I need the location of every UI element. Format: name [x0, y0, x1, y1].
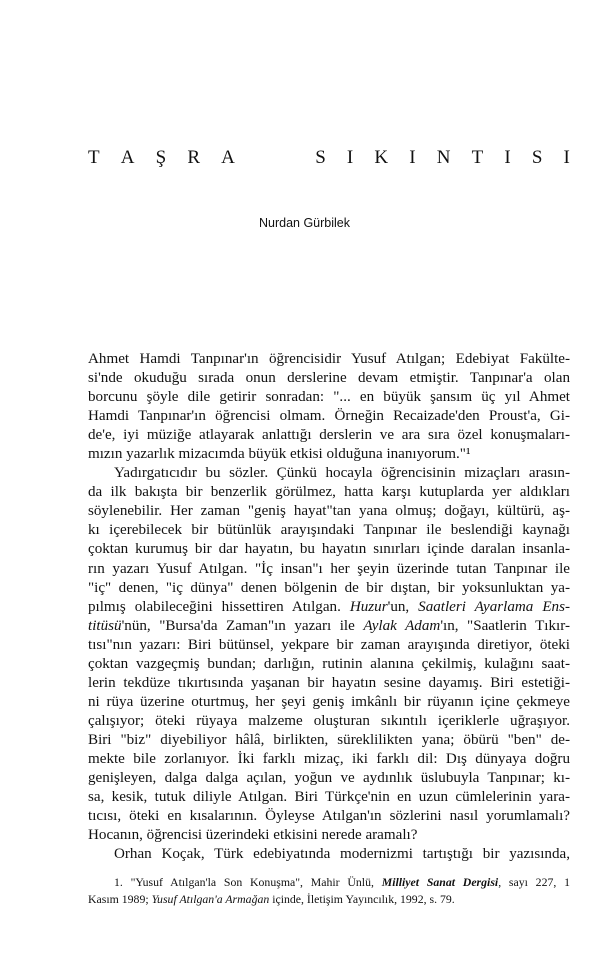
text-line: Hamdi Tanpınar'ın öğrencisi olmam. Örneğin Recaizade'den Proust'a, Gi-	[88, 408, 570, 425]
title-word-gap	[256, 147, 294, 169]
text-line	[88, 598, 570, 617]
text-line: rın yazarı Yusuf Atılgan. "İç insan"ı her şeyin üzerinde tutan Tanpınar ile	[88, 560, 570, 577]
text-run: içinde, İletişim Yayıncılık, 1992, s. 79.	[269, 892, 455, 906]
book-title-huzur: Huzur	[349, 598, 388, 615]
title-letter: I	[346, 147, 354, 168]
text-line: borcunu şöyle dile getirir sonradan: "... en büyük şansım üç yıl Ahmet	[88, 389, 570, 406]
title-letter: A	[120, 147, 135, 168]
text-run: , sayı 227, 1	[498, 875, 571, 889]
title-letter: K	[374, 147, 389, 168]
title-letter: I	[504, 147, 511, 168]
title-letter: S	[315, 147, 326, 168]
title-letter: I	[563, 147, 570, 168]
text-line: si'nde okuduğu sırada onun derslerine devam etmiştir. Tanpınar'a olan	[88, 370, 570, 387]
text-line: çalışıyor; öteki rüyaya malzeme oluşturan sıkıntılı içeriklerle uğraşıyor.	[88, 712, 570, 729]
text-run: pılmış olabileceğini hissettiren Atılgan.	[88, 598, 350, 615]
title-letter: T	[88, 147, 100, 168]
book-title-saatleri-cont: titüsü	[88, 617, 122, 634]
text-run: Kasım 1989;	[88, 892, 152, 906]
text-line: tıcısı, öteki en kısalarının. Öyleyse Atılgan'ın sözlerini nasıl yorumlamalı?	[88, 808, 570, 825]
title-letter: T	[471, 147, 484, 168]
text-line: çoktan kurumuş bir dar hayatın, bu hayatın sınırları içinde daralan insanla-	[88, 541, 570, 558]
text-line: Hocanın, öğrencisi üzerindeki etkisini nerede aramalı?	[88, 827, 418, 844]
text-line: çoktan vazgeçmiş bundan; darlığın, rutinin alanına çekilmiş, kulağını saat-	[88, 655, 570, 672]
text-line: tısı"nın yazarı: Biri bütünsel, yekpare bir zaman arayışında diretiyor, öteki	[88, 636, 570, 653]
text-line: sa, kesik, tutuk diliyle Atılgan. Biri Türkçe'nin en uzun cümlelerinin yara-	[88, 789, 570, 806]
text-line: "iç" denen, "iç dünya" denen bölgenin de bir dıştan, bir yoksunluktan ya-	[88, 579, 570, 596]
text-line: kı içerebilecek bir bütünlük arayışındaki Tanpınar ile beslendiği kaynağı	[88, 522, 570, 539]
text-line: ni rüya üzerine oturtmuş, her şeyi geniş imkânlı bir rüyanın içine çekmeye	[88, 693, 570, 710]
text-line: lerin tekdüze tıkırtısında yaşanan bir hayatın sesine dayamış. Biri estetiği-	[88, 674, 570, 691]
text-line: Biri "biz" diyebiliyor hâlâ, birlikten, süreklilikten yana; öbürü "ben" de-	[88, 731, 570, 748]
title-letter: A	[221, 147, 235, 168]
title-letter: I	[409, 147, 416, 168]
footnote-line	[88, 891, 570, 908]
title-letter: R	[187, 147, 201, 168]
text-run: 'nün, "Bursa'da Zaman"ın yazarı ile	[121, 617, 364, 634]
text-run: 'un,	[387, 598, 419, 615]
title-letter: S	[531, 147, 543, 168]
text-run: 1. "Yusuf Atılgan'la Son Konuşma", Mahir Ünlü,	[114, 875, 382, 889]
chapter-title	[88, 147, 570, 169]
text-line: mekte bile zorlanıyor. İki farklı mizaç, iki farklı dil: Dış dünyaya doğru	[88, 750, 570, 767]
text-line: Yadırgatıcıdır bu sözler. Çünkü hocayla öğrencisinin mizaçları arasın-	[114, 465, 570, 482]
text-line	[88, 617, 570, 636]
text-line: genişleyen, dalga dalga açılan, yoğun ve aydınlık üslubuyla Tanpınar; kı-	[88, 770, 570, 787]
author-name: Nurdan Gürbilek	[258, 216, 350, 230]
journal-title: Milliyet Sanat Dergisi	[381, 875, 499, 889]
book-title-saatleri: Saatleri Ayarlama Ens-	[418, 598, 570, 615]
text-line: mızın yazarlık mizacımda büyük etkisi olduğuna inanıyorum."¹	[88, 446, 471, 463]
title-letter: N	[436, 147, 451, 168]
body-text	[88, 350, 570, 864]
text-run: 'ın, "Saatlerin Tıkır-	[440, 617, 570, 634]
text-line: de'e, iyi müziğe atlayarak anlattığı derslerin ve ara sıra özel konuşmaları-	[88, 427, 570, 444]
footnote	[88, 874, 570, 908]
text-line: Ahmet Hamdi Tanpınar'ın öğrencisidir Yusuf Atılgan; Edebiyat Fakülte-	[88, 351, 570, 367]
book-title-aylak-adam: Aylak Adam	[363, 617, 441, 634]
text-line: söylenebilir. Her zaman "geniş hayat"tan yana olmuş; doğayı, kültürü, aş-	[88, 503, 570, 520]
title-letter: Ş	[155, 147, 167, 168]
footnote-line	[88, 874, 570, 891]
text-line: da ilk bakışta bir benzerlik görülmez, hatta karşı kutuplarda yer aldıkları	[88, 484, 570, 501]
book-title: Yusuf Atılgan'a Armağan	[151, 892, 270, 906]
text-line: Orhan Koçak, Türk edebiyatında modernizmi tartıştığı bir yazısında,	[114, 846, 570, 863]
